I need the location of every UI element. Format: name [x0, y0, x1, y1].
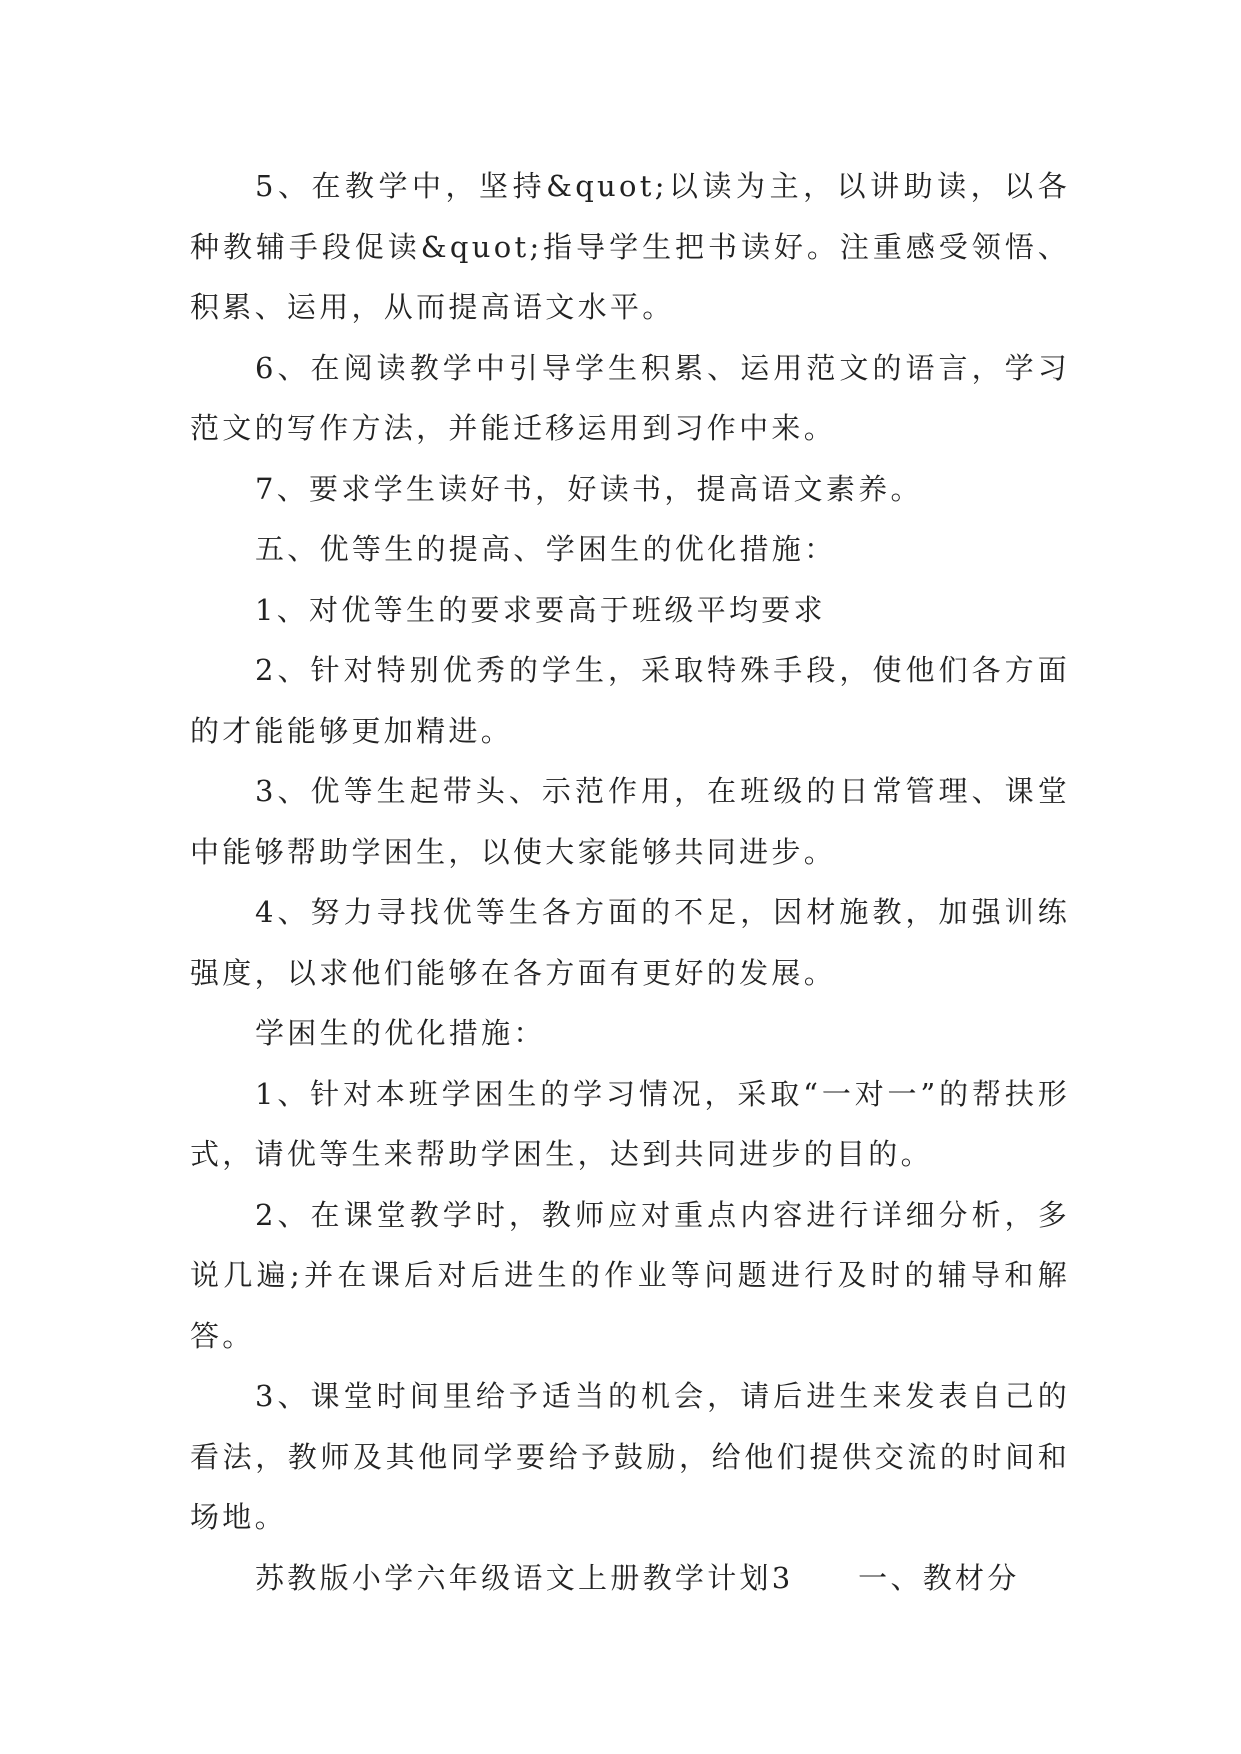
paragraph-top-students-4: 4、努力寻找优等生各方面的不足，因材施教，加强训练强度，以求他们能够在各方面有更好的发展。	[190, 895, 1070, 990]
paragraph-struggling-students-3: 3、课堂时间里给予适当的机会，请后进生来发表自己的看法，教师及其他同学要给予鼓励，给他们提供交流的时间和场地。	[190, 1379, 1070, 1534]
paragraph-top-students-3: 3、优等生起带头、示范作用，在班级的日常管理、课堂中能够帮助学困生，以使大家能够共同进步。	[190, 774, 1070, 869]
paragraph-reading-accumulation: 6、在阅读教学中引导学生积累、运用范文的语言，学习范文的写作方法，并能迁移运用到习作中来。	[190, 350, 1070, 445]
section-heading-top-students: 五、优等生的提高、学困生的优化措施：	[255, 532, 837, 566]
document-body	[190, 156, 1070, 1608]
section-heading-struggling-students: 学困生的优化措施：	[255, 1016, 546, 1050]
paragraph-struggling-students-1: 1、针对本班学困生的学习情况，采取“一对一”的帮扶形式，请优等生来帮助学困生，达到共同进步的目的。	[190, 1076, 1070, 1171]
paragraph-next-plan-title: 苏教版小学六年级语文上册教学计划3 一、教材分	[255, 1560, 1020, 1595]
paragraph-top-students-2: 2、针对特别优秀的学生，采取特殊手段，使他们各方面的才能能够更加精进。	[190, 653, 1070, 748]
paragraph-reading-literacy: 7、要求学生读好书，好读书，提高语文素养。	[255, 471, 923, 506]
paragraph-struggling-students-2: 2、在课堂教学时，教师应对重点内容进行详细分析，多说几遍;并在课后对后进生的作业等问题进行及时的辅导和解答。	[190, 1197, 1070, 1353]
paragraph-top-students-1: 1、对优等生的要求要高于班级平均要求	[255, 592, 826, 627]
paragraph-reading-principle: 5、在教学中，坚持&quot;以读为主，以讲助读，以各种教辅手段促读&quot;指导学生把书读好。注重感受领悟、积累、运用，从而提高语文水平。	[190, 169, 1070, 324]
